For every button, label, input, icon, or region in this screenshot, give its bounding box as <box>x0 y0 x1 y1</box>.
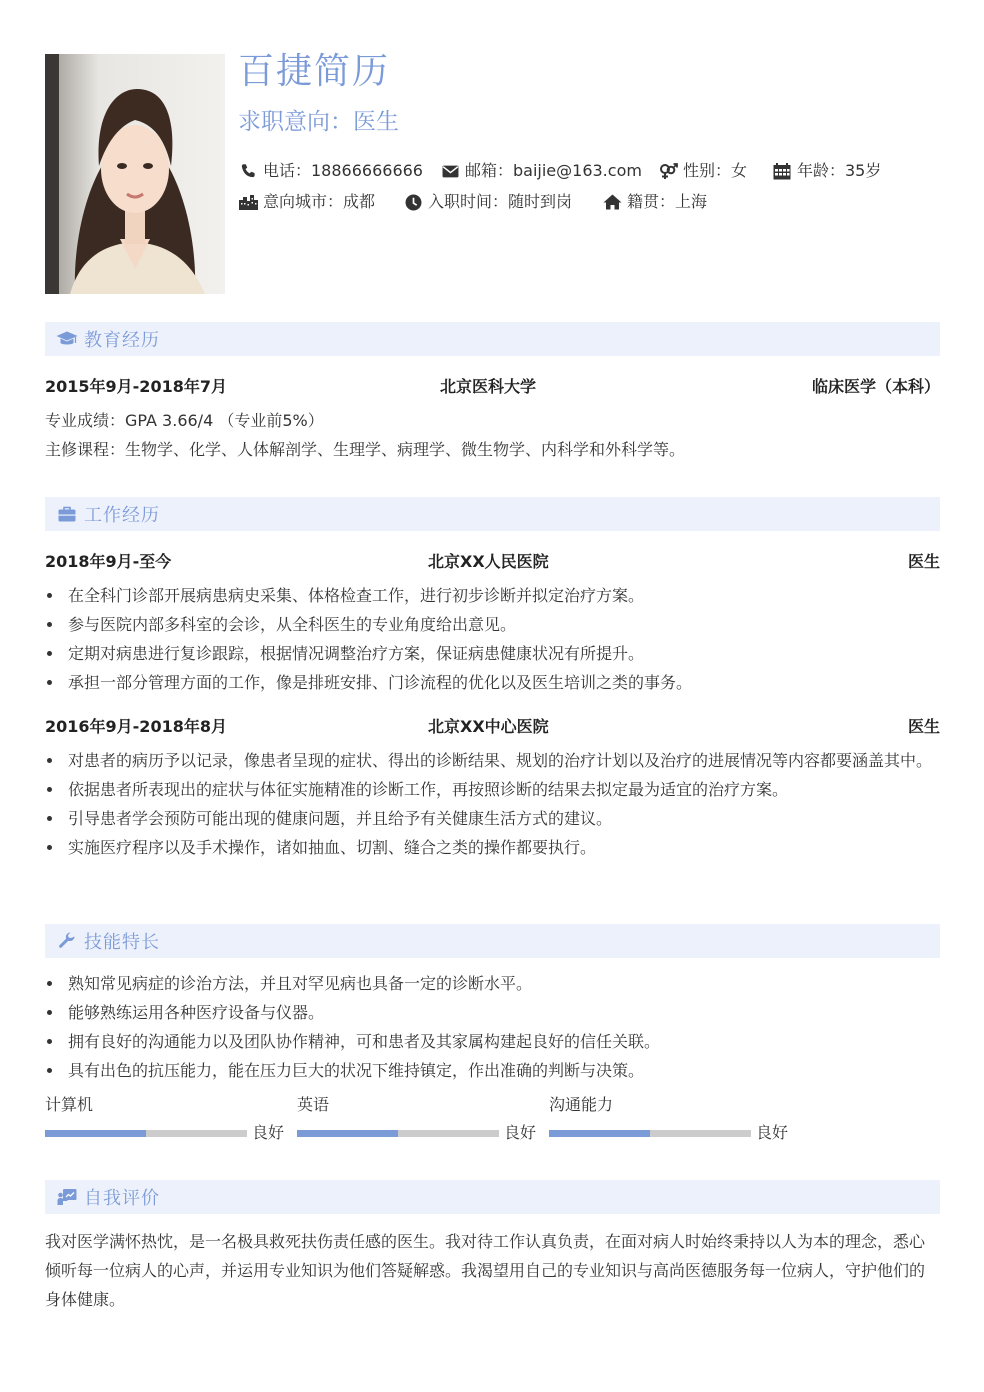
age-text: 年龄：35岁 <box>797 161 882 180</box>
skill-bar-computer <box>45 1094 305 1150</box>
education-entry <box>45 374 940 398</box>
list-item: 在全科门诊部开展病患病史采集、体格检查工作，进行初步诊断并拟定治疗方案。 <box>45 581 940 610</box>
job-1-duties <box>45 581 940 697</box>
clock-icon <box>403 193 423 211</box>
education-title: 教育经历 <box>84 330 160 351</box>
skill-track <box>45 1130 247 1137</box>
job-entry-1 <box>45 549 940 573</box>
job-role: 医生 <box>907 717 940 736</box>
skills-title: 技能特长 <box>84 932 160 953</box>
education-score: 专业成绩：GPA 3.66/4 （专业前5%） <box>45 411 324 430</box>
phone-icon <box>238 162 258 180</box>
list-item: 能够熟练运用各种医疗设备与仪器。 <box>45 998 940 1027</box>
education-courses: 主修课程：生物学、化学、人体解剖学、生理学、病理学、微生物学、内科学和外科学等。 <box>45 440 686 459</box>
age-item <box>772 160 881 182</box>
skill-name: 沟通能力 <box>549 1095 614 1114</box>
education-period: 2015年9月-2018年7月 <box>45 377 227 396</box>
profile-photo <box>45 54 225 294</box>
job-period: 2018年9月-至今 <box>45 552 172 571</box>
gender-text: 性别：女 <box>683 161 748 180</box>
list-item <box>45 746 940 775</box>
presentation-icon <box>56 1187 78 1207</box>
skill-fill <box>297 1130 398 1137</box>
email-text: 邮箱：baijie@163.com <box>465 161 642 180</box>
job-period: 2016年9月-2018年8月 <box>45 717 227 736</box>
contact-info-row-2 <box>238 191 707 213</box>
education-section-header <box>45 322 940 356</box>
job-org: 北京XX中心医院 <box>428 717 549 736</box>
list-item: 拥有良好的沟通能力以及团队协作精神，可和患者及其家属构建起良好的信任关联。 <box>45 1027 940 1056</box>
education-major: 临床医学（本科） <box>811 377 940 396</box>
skill-level: 良好 <box>756 1123 789 1142</box>
self-eval-text: 我对医学满怀热忱，是一名极具救死扶伤责任感的医生。我对待工作认真负责，在面对病人时始终秉持以人为本的理念，悉心倾听每一位病人的心声，并运用专业知识为他们答疑解惑。我渴望用自己的专业知识与高尚医德服务每一位病人，守护他们的身体健康。 <box>45 1232 926 1309</box>
list-item: 实施医疗程序以及手术操作，诸如抽血、切割、缝合之类的操作都要执行。 <box>45 833 940 862</box>
list-item: 承担一部分管理方面的工作，像是排班安排、门诊流程的优化以及医生培训之类的事务。 <box>45 668 940 697</box>
calendar-icon <box>772 162 792 180</box>
gender-item <box>658 160 772 182</box>
skill-fill <box>45 1130 146 1137</box>
hometown-text: 籍贯：上海 <box>627 192 708 211</box>
skill-name: 计算机 <box>45 1095 94 1114</box>
skill-level: 良好 <box>504 1123 537 1142</box>
skill-fill <box>549 1130 650 1137</box>
hometown-item <box>602 191 707 213</box>
city-icon <box>238 193 258 211</box>
job-intent: 求职意向：医生 <box>238 109 399 135</box>
briefcase-icon <box>56 504 78 524</box>
list-item: 引导患者学会预防可能出现的健康问题，并且给予有关健康生活方式的建议。 <box>45 804 940 833</box>
list-item: 定期对病患进行复诊跟踪，根据情况调整治疗方案，保证病患健康状况有所提升。 <box>45 639 940 668</box>
mail-icon <box>440 162 460 180</box>
home-icon <box>602 193 622 211</box>
email-item <box>440 160 658 182</box>
list-item: 熟知常见病症的诊治方法，并且对罕见病也具备一定的诊断水平。 <box>45 969 940 998</box>
skill-bar-english <box>297 1094 557 1150</box>
phone-item <box>238 160 440 182</box>
work-title: 工作经历 <box>84 505 160 526</box>
self-eval-section-header <box>45 1180 940 1214</box>
skill-track <box>549 1130 751 1137</box>
skill-track <box>297 1130 499 1137</box>
phone-text: 电话：18866666666 <box>263 161 423 180</box>
city-text: 意向城市：成都 <box>263 192 376 211</box>
job-entry-2 <box>45 714 940 738</box>
city-item <box>238 191 403 213</box>
skill-level: 良好 <box>252 1123 285 1142</box>
start-time-text: 入职时间：随时到岗 <box>428 192 573 211</box>
job-role: 医生 <box>907 552 940 571</box>
self-eval-title: 自我评价 <box>84 1188 160 1209</box>
job-2-duties <box>45 746 940 862</box>
wrench-icon <box>56 931 78 951</box>
skill-name: 英语 <box>297 1095 330 1114</box>
gender-icon <box>658 162 678 180</box>
contact-info-row-1 <box>238 160 881 182</box>
work-section-header <box>45 497 940 531</box>
list-item-text: 对患者的病历予以记录，像患者呈现的症状、得出的诊断结果、规划的治疗计划以及治疗的进展情况等内容都要涵盖其中。 <box>68 751 933 770</box>
list-item: 参与医院内部多科室的会诊，从全科医生的专业角度给出意见。 <box>45 610 940 639</box>
list-item: 具有出色的抗压能力，能在压力巨大的状况下维持镇定，作出准确的判断与决策。 <box>45 1056 940 1085</box>
resume-name: 百捷简历 <box>238 51 391 92</box>
start-time-item <box>403 191 602 213</box>
job-org: 北京XX人民医院 <box>428 552 549 571</box>
skills-section-header <box>45 924 940 958</box>
education-school: 北京医科大学 <box>440 377 537 396</box>
skill-bar-communication <box>549 1094 809 1150</box>
list-item: 依据患者所表现出的症状与体征实施精准的诊断工作，再按照诊断的结果去拟定最为适宜的治疗方案。 <box>45 775 940 804</box>
graduation-cap-icon <box>56 329 78 349</box>
skills-list <box>45 969 940 1085</box>
